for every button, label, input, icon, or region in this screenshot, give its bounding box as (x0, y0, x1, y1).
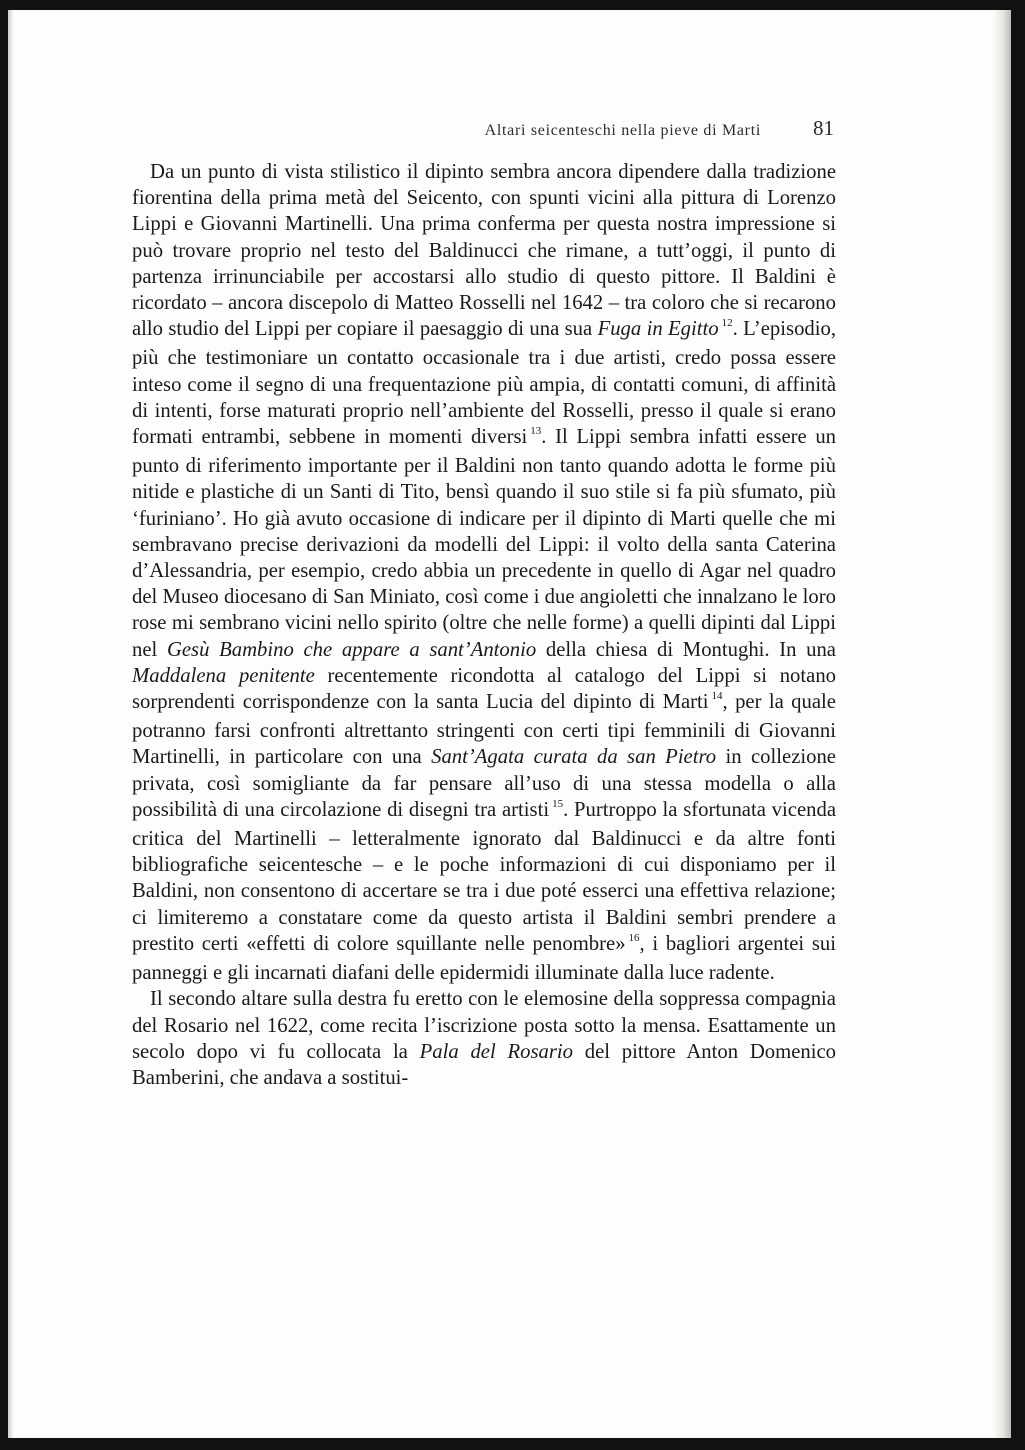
running-title: Altari seicenteschi nella pieve di Marti (484, 122, 761, 139)
page-header (133, 114, 833, 144)
text-run: del pittore Anton Domenico Bamberini, che andava a sostitui- (132, 1040, 836, 1089)
artwork-title: Gesù Bambino che appare a sant’Antonio (166, 638, 537, 661)
paragraph-2 (132, 986, 836, 1091)
page-number: 81 (813, 116, 834, 140)
footnote-ref-13[interactable]: 13 (530, 425, 542, 438)
artwork-title: Maddalena penitente (132, 664, 315, 687)
paragraph-1 (132, 159, 836, 986)
body-text (132, 159, 836, 1091)
artwork-title: Sant’Agata curata da san Pietro (431, 746, 717, 769)
text-run: in collezione privata, così somigliante da far pensare all’uso di una stessa modella o alla possibilità di una circolazione di disegni tra artisti (132, 746, 836, 821)
text-run: . Purtroppo la sfortunata vicenda critica del Martinelli – letteralmente ignorato dal Baldinucci e da altre fonti bibliografiche seicentesche – e le poche informazioni di cui disponiamo per il Baldini, non consentono di accertare se tra i due poté esserci una effettiva relazione; ci limiteremo a constatare come da questo artista il Baldini sembri prendere a prestito certi «effetti di colore squillante nelle penombre» (132, 798, 836, 955)
footnote-ref-15[interactable]: 15 (552, 797, 564, 810)
footnote-ref-12[interactable]: 12 (721, 317, 733, 330)
text-run: . Il Lippi sembra infatti essere un punto di riferimento importante per il Baldini non tanto quando adotta le forme più nitide e plastiche di un Santi di Tito, bensì quando il suo stile si fa più sfumato, più ‘furiniano’. Ho già avuto occasione di indicare per il dipinto di Marti quelle che mi sembravano precise derivazioni da modelli del Lippi: il volto della santa Caterina d’Alessandria, per esempio, credo abbia un precedente in quello di Agar nel quadro del Museo diocesano di San Miniato, così come i due angioletti che innalzano le loro rose mi sembrano vicini nello spirito (oltre che nelle forme) a quelli dipinti dal Lippi nel (132, 426, 837, 661)
text-run: . L’episodio, più che testimoniare un contatto occasionale tra i due artisti, credo possa essere inteso come il segno di una frequentazione più ampia, di contatti comuni, di affinità di intenti, forse maturati proprio nell’ambiente del Rosselli, presso il quale si erano formati entrambi, sebbene in momenti diversi (132, 318, 837, 449)
text-run: Da un punto di vista stilistico il dipinto sembra ancora dipendere dalla tradizione fiorentina della prima metà del Seicento, con spunti vicini alla pittura di Lorenzo Lippi e Giovanni Martinelli. Una prima conferma per questa nostra impressione si può trovare proprio nel testo del Baldinucci che rimane, a tutt’oggi, il punto di partenza irrinunciabile per accostarsi allo studio di questo pittore. Il Baldini è ricordato – ancora discepolo di Matteo Rosselli nel 1642 – tra coloro che si recarono allo studio del Lippi per copiare il paesaggio di una sua (132, 161, 836, 341)
text-run: , per la quale potranno farsi confronti altrettanto stringenti con certi tipi femminili di Giovanni Martinelli, in particolare con una (132, 691, 836, 769)
page-gutter-shadow (8, 10, 14, 1438)
footnote-ref-16[interactable]: 16 (628, 931, 640, 944)
book-page (8, 10, 1011, 1438)
text-run: , i bagliori argentei sui panneggi e gli incarnati diafani delle epidermidi illuminate dalla luce radente. (132, 932, 836, 985)
footnote-ref-14[interactable]: 14 (711, 690, 723, 703)
text-run: Il secondo altare sulla destra fu eretto con le elemosine della soppressa compagnia del Rosario nel 1622, come recita l’iscrizione posta sotto la mensa. Esattamente un secolo dopo vi fu collocata la (132, 988, 836, 1063)
text-run: della chiesa di Montughi. In una (536, 638, 836, 661)
artwork-title: Fuga in Egitto (597, 318, 719, 341)
artwork-title: Pala del Rosario (419, 1040, 573, 1063)
page-edge-shadow (993, 10, 1011, 1438)
text-run: recentemente ricondotta al catalogo del Lippi si notano sorprendenti corrispondenze con la santa Lucia del dipinto di Marti (132, 664, 837, 714)
